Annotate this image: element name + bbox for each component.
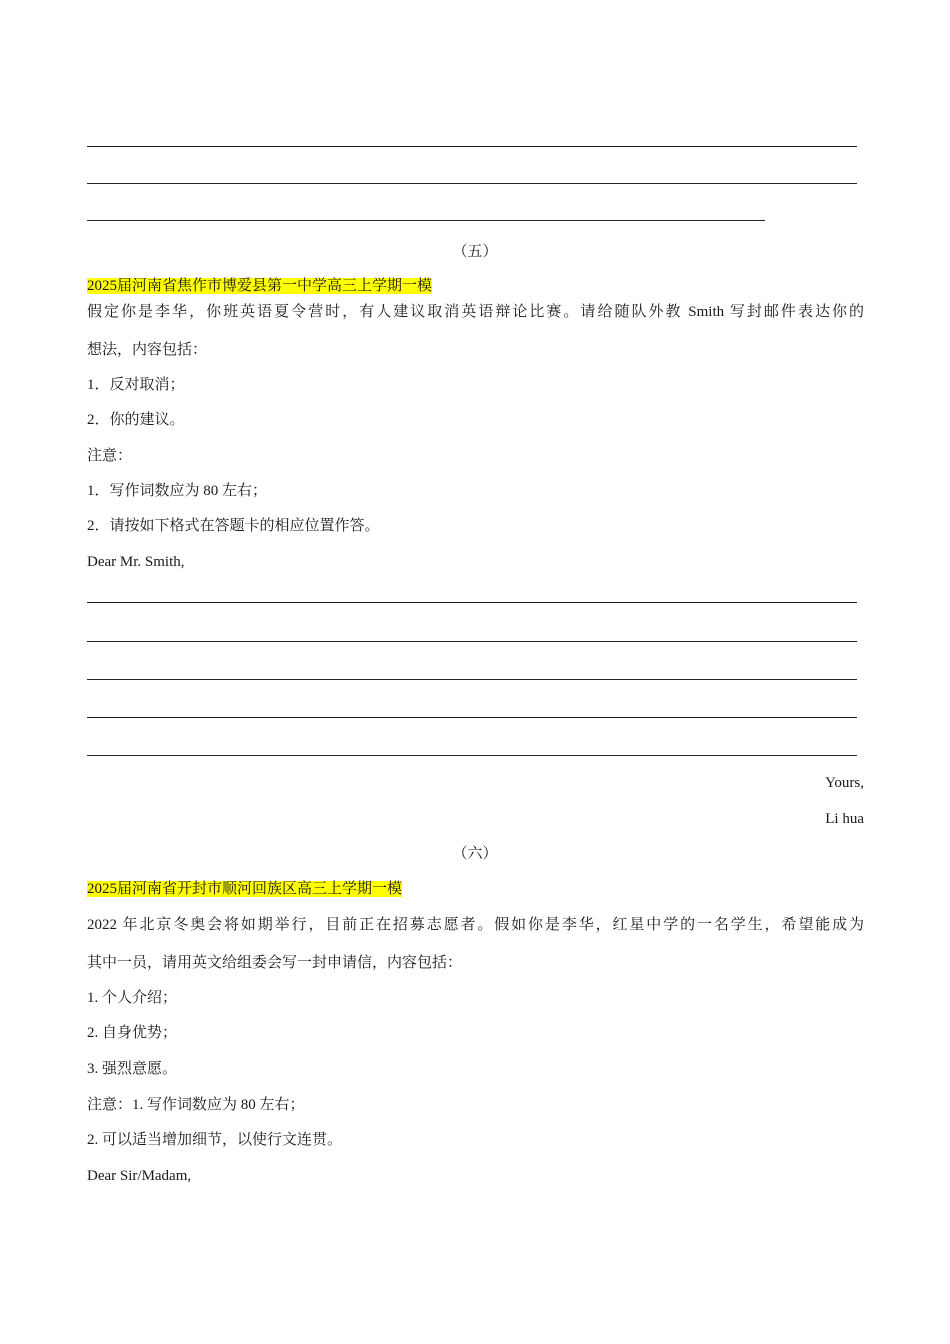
content-item: 2．你的建议。 xyxy=(87,412,185,428)
answer-line xyxy=(87,641,857,642)
section-source xyxy=(87,879,402,899)
closing: Yours, xyxy=(825,775,864,791)
answer-line xyxy=(87,146,857,147)
section-source xyxy=(87,276,432,296)
answer-line xyxy=(87,220,765,221)
answer-line xyxy=(87,755,857,756)
prompt-line: 假定你是李华，你班英语夏令营时，有人建议取消英语辩论比赛。请给随队外教 Smith 写封邮件表达你的 xyxy=(87,304,864,320)
notes-title: 注意： xyxy=(87,448,133,464)
note-item: 2. 可以适当增加细节，以使行文连贯。 xyxy=(87,1132,343,1148)
salutation: Dear Sir/Madam, xyxy=(87,1168,192,1184)
section-number: （六） xyxy=(452,846,498,862)
source-highlight: 2025届河南省焦作市博爱县第一中学高三上学期一模 xyxy=(87,278,433,294)
answer-line xyxy=(87,679,857,680)
prompt-line: 其中一员，请用英文给组委会写一封申请信，内容包括： xyxy=(87,955,463,971)
content-item: 2. 自身优势； xyxy=(87,1025,178,1041)
note-item: 2．请按如下格式在答题卡的相应位置作答。 xyxy=(87,518,380,534)
note-item: 1．写作词数应为 80 左右； xyxy=(87,483,268,499)
answer-line xyxy=(87,183,857,184)
section-number: （五） xyxy=(452,244,498,260)
answer-line xyxy=(87,717,857,718)
answer-line xyxy=(87,602,857,603)
prompt-line: 2022 年北京冬奥会将如期举行，目前正在招募志愿者。假如你是李华，红星中学的一名学生，希望能成为 xyxy=(87,917,864,933)
salutation: Dear Mr. Smith, xyxy=(87,554,185,570)
prompt-line: 想法，内容包括： xyxy=(87,342,208,358)
signature: Li hua xyxy=(825,811,864,827)
note-item: 注意：1. 写作词数应为 80 左右； xyxy=(87,1097,305,1113)
source-highlight: 2025届河南省开封市顺河回族区高三上学期一模 xyxy=(87,881,403,897)
content-item: 1．反对取消； xyxy=(87,377,185,393)
content-item: 3. 强烈意愿。 xyxy=(87,1061,178,1077)
content-item: 1. 个人介绍； xyxy=(87,990,178,1006)
